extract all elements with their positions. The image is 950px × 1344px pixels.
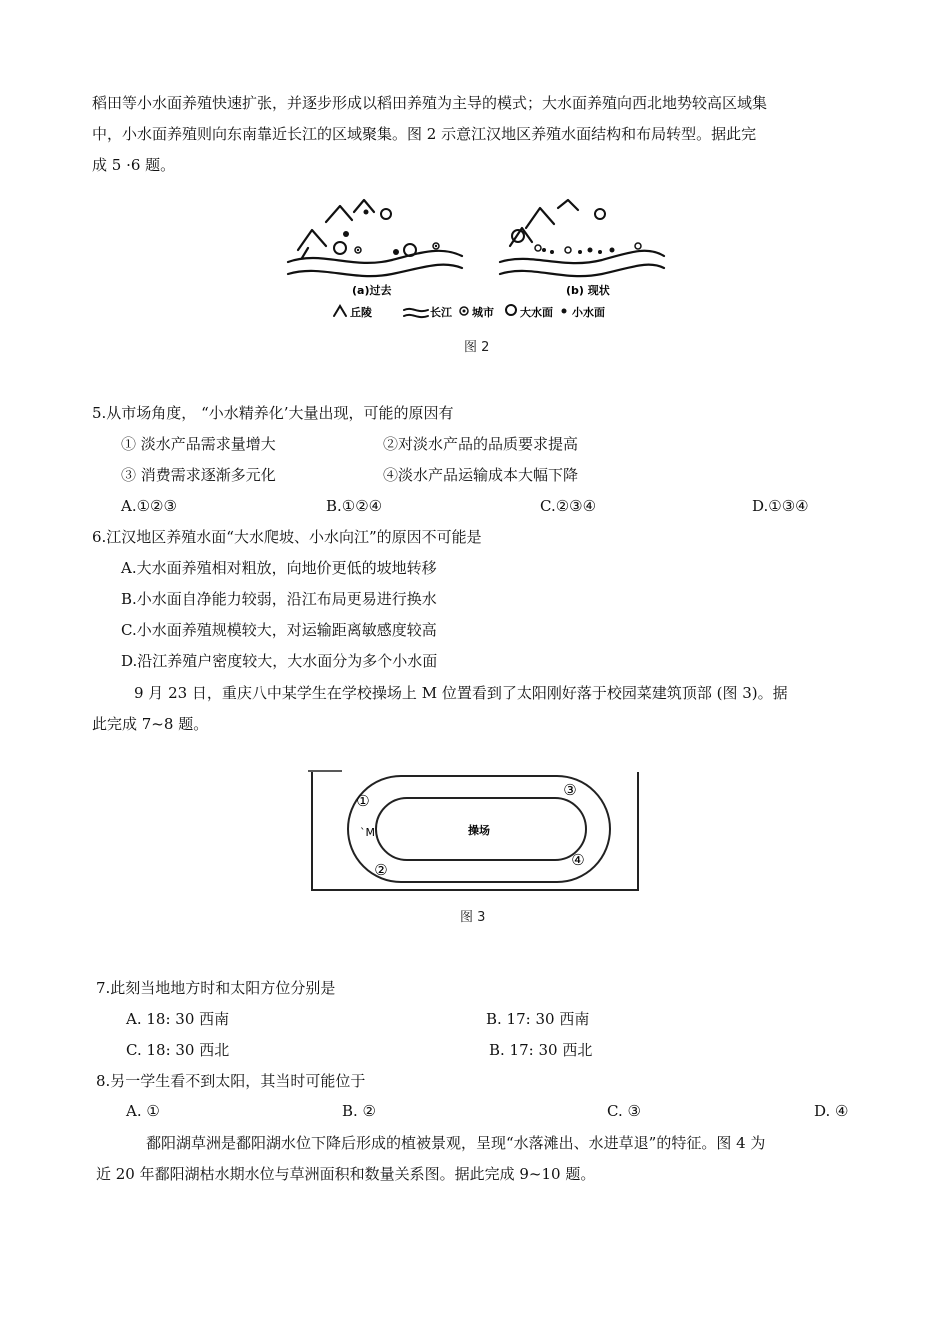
river-line: [288, 265, 462, 276]
q6-option-c: C.小水面养殖规模较大，对运输距离敏感度较高: [121, 621, 437, 639]
hill-icon: [526, 208, 554, 228]
position-4: ④: [571, 851, 585, 869]
big-water-icon: [512, 230, 524, 242]
figure-2-caption: 图 2: [464, 340, 490, 355]
figure-2: [282, 198, 672, 324]
legend-hill-label: 丘陵: [350, 306, 372, 319]
q8-stem: 8.另一学生看不到太阳，其当时可能位于: [96, 1072, 366, 1090]
q8-option-c: C. ③: [607, 1102, 641, 1120]
hill-icon: [558, 200, 578, 210]
intro3-line-1: 鄱阳湖草洲是鄱阳湖水位下降后形成的植被景观，呈现“水落滩出、水进草退”的特征。图 4 为: [146, 1134, 766, 1152]
q6-option-d: D.沿江养殖户密度较大，大水面分为多个小水面: [121, 652, 438, 670]
q7-option-a: A. 18: 30 西南: [126, 1010, 230, 1028]
field-label: 操场: [468, 824, 490, 837]
q6-option-a: A.大水面养殖相对粗放，向地价更低的坡地转移: [121, 559, 437, 577]
q5-option-c: C.②③④: [540, 497, 597, 515]
big-water-icon: [404, 244, 416, 256]
city-icon: [565, 247, 571, 253]
legend-river-label: 长江: [430, 306, 452, 319]
hill-icon: [354, 200, 374, 212]
small-water-icon: [393, 249, 399, 255]
figure-3-caption: 图 3: [460, 910, 486, 925]
legend-big-water-icon: [506, 305, 516, 315]
small-water-icon: [364, 210, 369, 215]
q5-stem: 5.从市场角度， “小水精养化’大量出现，可能的原因有: [92, 404, 454, 422]
q5-statement-3: ③ 消费需求逐渐多元化: [121, 466, 276, 484]
m-label: `M: [360, 826, 375, 839]
big-water-icon: [595, 209, 605, 219]
q6-stem: 6.江汉地区养殖水面“大水爬坡、小水向江”的原因不可能是: [92, 528, 482, 546]
intro2-line-1: 9 月 23 日，重庆八中某学生在学校操场上 M 位置看到了太阳刚好落于校园菜建筑顶部 (图 3)。据: [134, 684, 788, 702]
big-water-icon: [381, 209, 391, 219]
legend-city-label: 城市: [472, 306, 494, 319]
legend-big-water-label: 大水面: [520, 306, 553, 319]
q8-option-d: D. ④: [814, 1102, 849, 1120]
q5-statement-1: ① 淡水产品需求量增大: [121, 435, 276, 453]
big-water-icon: [334, 242, 346, 254]
q8-option-a: A. ①: [126, 1102, 160, 1120]
q7-option-c: C. 18: 30 西北: [126, 1041, 230, 1059]
position-1: ①: [356, 792, 370, 810]
q5-option-a: A.①②③: [121, 497, 177, 515]
hill-icon: [326, 206, 352, 222]
legend-small-water-label: 小水面: [572, 306, 605, 319]
panel-b-label: (b) 现状: [566, 284, 610, 297]
legend-small-water-icon: [562, 309, 567, 314]
position-2: ②: [374, 861, 388, 879]
intro3-line-2: 近 20 年鄱阳湖枯水期水位与草洲面积和数量关系图。据此完成 9~10 题。: [96, 1165, 596, 1183]
q7-stem: 7.此刻当地地方时和太阳方位分别是: [96, 979, 336, 997]
river-line: [500, 251, 664, 263]
city-icon: [535, 245, 541, 251]
river-line: [500, 265, 664, 276]
legend-hill-icon: [334, 306, 346, 316]
intro2-line-2: 此完成 7~8 题。: [92, 715, 209, 733]
q7-option-b: B. 17: 30 西南: [486, 1010, 590, 1028]
q5-option-b: B.①②④: [326, 497, 383, 515]
q8-option-b: B. ②: [342, 1102, 377, 1120]
intro-line-3: 成 5 ·6 题。: [92, 156, 176, 174]
intro-line-2: 中，小水面养殖则向东南靠近长江的区域聚集。图 2 示意江汉地区养殖水面结构和布局转型。据此完: [92, 125, 757, 143]
city-icon: [635, 243, 641, 249]
intro-line-1: 稻田等小水面养殖快速扩张，并逐步形成以稻田养殖为主导的模式；大水面养殖向西北地势较高区域集: [92, 94, 768, 112]
figure-3: [308, 768, 642, 894]
legend-river-icon: [404, 309, 428, 311]
panel-a-label: (a)过去: [352, 284, 392, 297]
q7-option-d: B. 17: 30 西北: [489, 1041, 593, 1059]
q5-statement-4: ④淡水产品运输成本大幅下降: [383, 466, 579, 484]
q5-option-d: D.①③④: [752, 497, 809, 515]
q5-statement-2: ②对淡水产品的品质要求提高: [383, 435, 579, 453]
q6-option-b: B.小水面自净能力较弱，沿江布局更易进行换水: [121, 590, 437, 608]
river-line: [288, 251, 462, 263]
hill-icon: [298, 230, 326, 250]
small-water-icon: [343, 231, 349, 237]
position-3: ③: [563, 781, 577, 799]
